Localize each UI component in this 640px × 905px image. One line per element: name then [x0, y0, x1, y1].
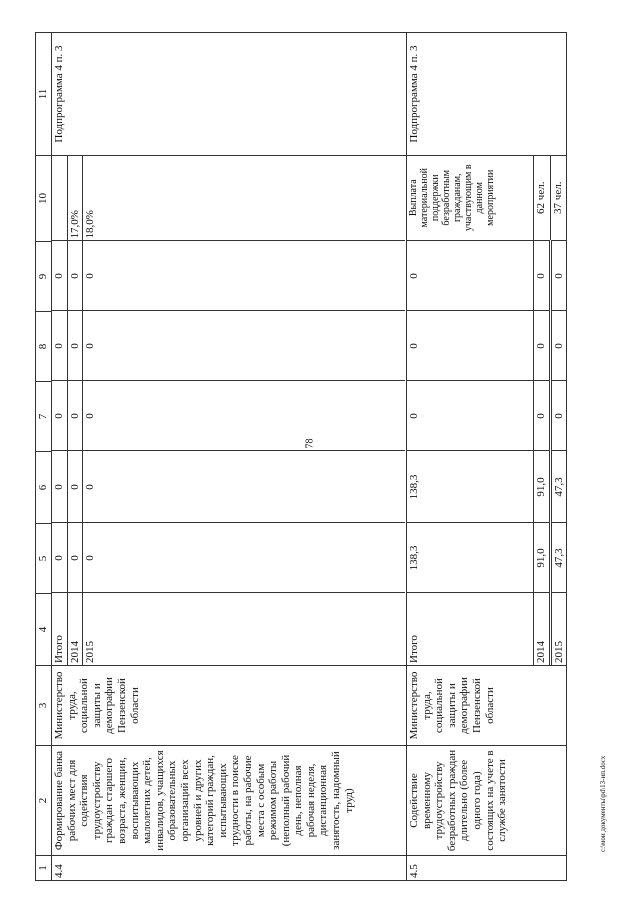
- funding-row-2014: [534, 155, 551, 665]
- header-cell: 5: [36, 524, 52, 594]
- year-cell: 2015: [83, 593, 406, 665]
- value-cell: 0: [550, 241, 566, 311]
- table-row-4-5: [407, 33, 567, 881]
- header-cell: 6: [36, 452, 52, 524]
- header-cell: 10: [36, 156, 52, 242]
- value-cell: 47,3: [550, 451, 566, 523]
- indicator-cell: 18,0%: [83, 155, 406, 241]
- value-cell: 0: [83, 523, 406, 593]
- row-number: 4.5: [407, 856, 567, 881]
- measure-name: Содействие временному трудоустройству безработных граждан длительно (более одного года) состоящих на учете в службе занятости: [407, 746, 567, 856]
- header-cell: 7: [36, 382, 52, 452]
- landscape-page: [35, 33, 611, 881]
- header-row: [36, 33, 52, 881]
- value-cell: 0: [67, 451, 83, 523]
- indicator-cell: 17,0%: [67, 155, 83, 241]
- funding-row-total: [52, 155, 67, 665]
- header-cell: 2: [36, 746, 52, 856]
- value-cell: 0: [67, 311, 83, 381]
- executor: Министерство труда, социальной защиты и демографии Пензенской области: [52, 666, 407, 746]
- value-cell: 0: [67, 523, 83, 593]
- funding-row-2014: [67, 155, 83, 665]
- value-cell: 91,0: [534, 523, 551, 593]
- value-cell: 0: [52, 311, 67, 381]
- year-cell: Итого: [407, 593, 534, 665]
- value-cell: 91,0: [534, 451, 551, 523]
- funding-inner-table: [407, 155, 566, 665]
- executor: Министерство труда, социальной защиты и демографии Пензенской области: [407, 666, 567, 746]
- header-cell: 8: [36, 312, 52, 382]
- program-cell: Подпрограмма 4 п. 3: [52, 33, 407, 156]
- value-cell: 138,3: [407, 451, 534, 523]
- file-path-footer: c:\мои документы\pd\13-ип.docx: [599, 755, 607, 852]
- value-cell: 0: [52, 523, 67, 593]
- header-cell: 9: [36, 242, 52, 312]
- funding-row-2015: [83, 155, 406, 665]
- indicator-cell: 37 чел.: [550, 155, 566, 241]
- funding-inner-table: [52, 155, 405, 665]
- funding-row-total: [407, 155, 534, 665]
- value-cell: 138,3: [407, 523, 534, 593]
- value-cell: 0: [534, 311, 551, 381]
- table-row-4-4: [52, 33, 407, 881]
- header-cell: 1: [36, 856, 52, 881]
- measures-table: [35, 32, 567, 881]
- value-cell: 0: [407, 381, 534, 451]
- value-cell: 0: [534, 241, 551, 311]
- value-cell: 0: [83, 311, 406, 381]
- value-cell: 47,3: [550, 523, 566, 593]
- row-number: 4.4: [52, 856, 407, 881]
- year-cell: Итого: [52, 593, 67, 665]
- value-cell: 0: [67, 241, 83, 311]
- value-cell: 0: [407, 311, 534, 381]
- value-cell: 0: [83, 241, 406, 311]
- value-cell: 0: [83, 381, 406, 451]
- measure-name: Формирование банка рабочих мест для содействия трудоустройству граждан старшего возраста, женщин, воспитывающих малолетних детей, инвалидов, учащихся образовательных организаций всех уровней и других категорий граждан, испытывающих трудности в поиске работы, на рабочие места с особым режимом работы (неполный рабочий день, неполная рабочая неделя, дистанционная занятость, надомный труд): [52, 746, 407, 856]
- header-cell: 3: [36, 666, 52, 746]
- value-cell: 0: [550, 381, 566, 451]
- rotated-table-wrapper: [35, 33, 611, 881]
- indicator-cell: Выплата материальной поддержки безработным гражданам, участвующим в данном мероприятии: [407, 155, 534, 241]
- indicator-cell: 62 чел.: [534, 155, 551, 241]
- value-cell: 0: [52, 241, 67, 311]
- value-cell: 0: [83, 451, 406, 523]
- year-cell: 2014: [67, 593, 83, 665]
- header-cell: 4: [36, 594, 52, 666]
- value-cell: 0: [407, 241, 534, 311]
- funding-block: [52, 156, 407, 666]
- year-cell: 2015: [550, 593, 566, 665]
- indicator-cell: [52, 155, 67, 241]
- value-cell: 0: [550, 311, 566, 381]
- value-cell: 0: [67, 381, 83, 451]
- funding-row-2015: [550, 155, 566, 665]
- year-cell: 2014: [534, 593, 551, 665]
- value-cell: 0: [534, 381, 551, 451]
- value-cell: 0: [52, 451, 67, 523]
- value-cell: 0: [52, 381, 67, 451]
- program-cell: Подпрограмма 4 п. 3: [407, 33, 567, 156]
- funding-block: [407, 156, 567, 666]
- page-number: 78: [304, 438, 316, 449]
- header-cell: 11: [36, 33, 52, 156]
